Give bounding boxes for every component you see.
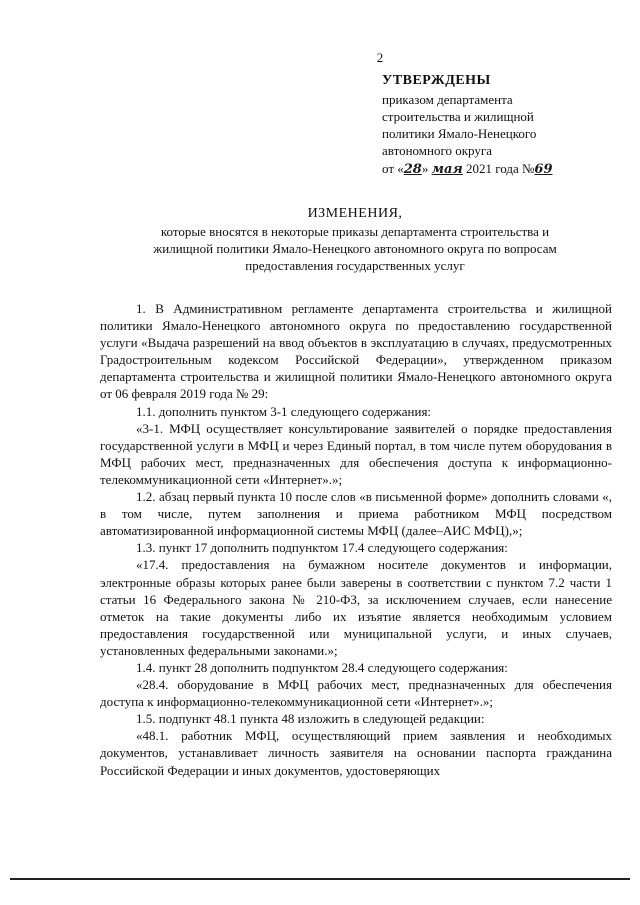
handwritten-day: 28 [403, 162, 422, 177]
approval-line: политики Ямало-Ненецкого [382, 126, 537, 141]
paragraph: 1.4. пункт 28 дополнить подпунктом 28.4 следующего содержания: [136, 659, 508, 675]
heading-title: ИЗМЕНЕНИЯ, [307, 206, 403, 221]
scan-edge-line [10, 878, 630, 880]
paragraph: 1.1. дополнить пунктом 3-1 следующего содержания: [136, 403, 432, 419]
paragraph: 1. В Административном регламенте департамента строительства и жилищной политики Ямало-Ненецкого автономного округа по предоставлению государственной услуги «Выдача разрешений на ввод объектов в эксплуатацию в случаях, предусмотренных Градостроительным кодексом Российской Федерации», утвержденном приказом департамента строительства и жилищной политики Ямало-Ненецкого автономного округа от 06 февраля 2019 года № 29: [100, 301, 612, 402]
approval-block [382, 72, 632, 178]
document-heading [95, 205, 615, 274]
date-suffix: 2021 года № [462, 161, 535, 176]
paragraph: «28.4. оборудование в МФЦ рабочих мест, предназначенных для обеспечения доступа к информационно-телекоммуникационной сети «Интернет».»; [100, 677, 612, 710]
date-prefix: от « [382, 161, 404, 176]
paragraph: 1.5. подпункт 48.1 пункта 48 изложить в следующей редакции: [136, 711, 485, 727]
paragraph: «3-1. МФЦ осуществляет консультирование заявителей о порядке предоставления государственной услуги в МФЦ и через Единый портал, в том числе путем оборудования в МФЦ рабочих мест, предназначенных для обеспечения доступа к информационно-телекоммуникационной сети «Интернет».»; [100, 420, 612, 487]
paragraph: «48.1. работник МФЦ, осуществляющий прием заявления и необходимых документов, устанавливает личность заявителя на основании паспорта гражданина Российской Федерации и иных документов, удостоверяющих [100, 728, 612, 778]
document-body [100, 300, 612, 779]
paragraph: 1.3. пункт 17 дополнить подпунктом 17.4 следующего содержания: [136, 540, 508, 556]
date-mid: » [421, 161, 432, 176]
handwritten-month: мая [431, 162, 463, 177]
approval-line: приказом департамента [382, 92, 513, 107]
page-number: 2 [376, 50, 384, 65]
approval-line: строительства и жилищной [382, 109, 534, 124]
heading-line: предоставления государственных услуг [245, 258, 465, 273]
heading-line: жилищной политики Ямало-Ненецкого автономного округа по вопросам [153, 241, 557, 256]
paragraph: 1.2. абзац первый пункта 10 после слов «в письменной форме» дополнить словами «, в том числе, путем заполнения и приема работником МФЦ посредством автоматизированной информационной системы МФЦ (далее–АИС МФЦ),»; [100, 489, 612, 539]
paragraph: «17.4. предоставления на бумажном носителе документов и информации, электронные образы которых ранее были заверены в соответствии с пунктом 7.2 части 1 статьи 16 Федерального закона № 210-ФЗ, за исключением случаев, если нанесение отметок на такие документы либо их изъятие является необходимым условием предоставления государственной или муниципальной услуги, и иных случаев, установленных федеральными законами.»; [100, 557, 612, 658]
approval-line: автономного округа [382, 143, 492, 158]
heading-line: которые вносятся в некоторые приказы департамента строительства и [160, 224, 550, 239]
approval-title: УТВЕРЖДЕНЫ [382, 73, 491, 88]
approval-date-line [382, 160, 632, 178]
handwritten-order-number: 69 [534, 162, 553, 177]
